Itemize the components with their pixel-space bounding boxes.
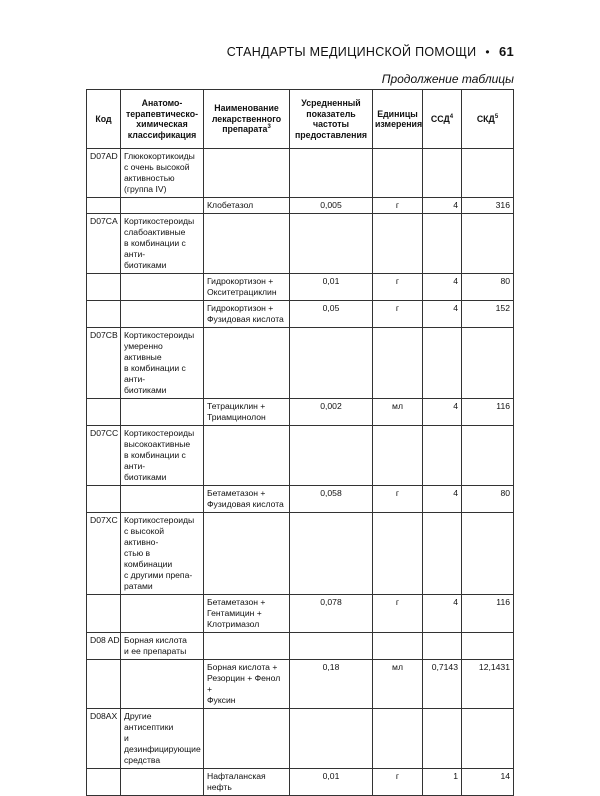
frequency-cell: 0,01 (290, 274, 373, 301)
skd-cell (462, 709, 514, 769)
table-row (87, 660, 514, 709)
unit-cell (373, 709, 423, 769)
table-row (87, 274, 514, 301)
frequency-cell: 0,005 (290, 198, 373, 214)
skd-cell (462, 149, 514, 198)
unit-cell: г (373, 274, 423, 301)
code-cell (87, 595, 121, 633)
column-header-skd: СКД$^5$ (462, 90, 514, 149)
ssd-cell: 4 (423, 274, 462, 301)
frequency-cell: 0,058 (290, 486, 373, 513)
table-row (87, 301, 514, 328)
table-row (87, 214, 514, 274)
code-cell (87, 660, 121, 709)
ssd-cell (423, 149, 462, 198)
code-cell: D07XC (87, 513, 121, 595)
ssd-cell (423, 709, 462, 769)
running-head (227, 44, 514, 59)
table-row (87, 633, 514, 660)
ssd-cell: 1 (423, 769, 462, 796)
atc-classification-cell (121, 595, 204, 633)
bullet-separator: • (485, 44, 490, 59)
atc-classification-cell (121, 769, 204, 796)
code-cell (87, 486, 121, 513)
unit-cell (373, 513, 423, 595)
frequency-cell: 0,002 (290, 399, 373, 426)
skd-cell (462, 328, 514, 399)
atc-classification-cell: Кортикостероиды умеренно активные в комбинации с анти- биотиками (121, 328, 204, 399)
table-row (87, 426, 514, 486)
atc-classification-cell: Глюкокортикоиды с очень высокой активностью (группа IV) (121, 149, 204, 198)
frequency-cell: 0,01 (290, 769, 373, 796)
atc-classification-cell (121, 274, 204, 301)
unit-cell: г (373, 301, 423, 328)
code-cell (87, 399, 121, 426)
skd-cell: 316 (462, 198, 514, 214)
ssd-cell: 4 (423, 399, 462, 426)
unit-cell (373, 328, 423, 399)
column-header-atc-classification: Анатомо- терапевтическо- химическая классификация (121, 90, 204, 149)
page-number: 61 (498, 44, 514, 59)
unit-cell: г (373, 769, 423, 796)
frequency-cell (290, 214, 373, 274)
atc-classification-cell: Другие антисептики и дезинфицирующие средства (121, 709, 204, 769)
code-cell (87, 301, 121, 328)
drug-name-cell: Гидрокортизон + Фузидовая кислота (204, 301, 290, 328)
table-row (87, 769, 514, 796)
frequency-cell (290, 513, 373, 595)
skd-cell: 14 (462, 769, 514, 796)
column-header-drug-name: Наименование лекарственного препарата$^3$ (204, 90, 290, 149)
unit-cell (373, 214, 423, 274)
ssd-cell (423, 513, 462, 595)
code-cell: D07AD (87, 149, 121, 198)
drug-name-cell (204, 513, 290, 595)
drug-name-cell: Нафталанская нефть (204, 769, 290, 796)
column-header-frequency: Усредненный показатель частоты предоставления (290, 90, 373, 149)
column-header-units: Единицы измерения (373, 90, 423, 149)
atc-classification-cell (121, 301, 204, 328)
drug-name-cell: Тетрациклин + Триамцинолон (204, 399, 290, 426)
table-row (87, 149, 514, 198)
skd-cell: 116 (462, 595, 514, 633)
skd-cell: 80 (462, 274, 514, 301)
skd-cell (462, 426, 514, 486)
atc-classification-cell: Кортикостероиды слабоактивные в комбинации с анти- биотиками (121, 214, 204, 274)
table-row (87, 513, 514, 595)
frequency-cell (290, 709, 373, 769)
unit-cell (373, 633, 423, 660)
atc-classification-cell: Кортикостероиды с высокой активно- стью в комбинации с другими препа- ратами (121, 513, 204, 595)
table-row (87, 328, 514, 399)
code-cell: D08 AD (87, 633, 121, 660)
skd-cell: 80 (462, 486, 514, 513)
ssd-cell (423, 633, 462, 660)
skd-cell: 116 (462, 399, 514, 426)
code-cell: D07CA (87, 214, 121, 274)
frequency-cell (290, 633, 373, 660)
drug-name-cell: Клобетазол (204, 198, 290, 214)
frequency-cell (290, 149, 373, 198)
ssd-cell (423, 328, 462, 399)
drug-standards-table (86, 89, 514, 796)
skd-cell (462, 214, 514, 274)
unit-cell: г (373, 595, 423, 633)
ssd-cell: 0,7143 (423, 660, 462, 709)
skd-cell (462, 513, 514, 595)
drug-name-cell (204, 149, 290, 198)
table-row (87, 709, 514, 769)
column-header-code: Код (87, 90, 121, 149)
table-row (87, 198, 514, 214)
table-body (87, 149, 514, 796)
unit-cell: г (373, 486, 423, 513)
atc-classification-cell (121, 399, 204, 426)
code-cell (87, 274, 121, 301)
table-row (87, 595, 514, 633)
drug-name-cell (204, 709, 290, 769)
unit-cell: мл (373, 660, 423, 709)
ssd-cell: 4 (423, 595, 462, 633)
atc-classification-cell (121, 198, 204, 214)
frequency-cell (290, 328, 373, 399)
running-title: СТАНДАРТЫ МЕДИЦИНСКОЙ ПОМОЩИ (226, 44, 477, 59)
drug-name-cell: Бетаметазон + Фузидовая кислота (204, 486, 290, 513)
frequency-cell: 0,05 (290, 301, 373, 328)
unit-cell (373, 426, 423, 486)
unit-cell (373, 149, 423, 198)
frequency-cell: 0,078 (290, 595, 373, 633)
drug-name-cell (204, 633, 290, 660)
unit-cell: мл (373, 399, 423, 426)
skd-cell (462, 633, 514, 660)
code-cell: D07CB (87, 328, 121, 399)
frequency-cell (290, 426, 373, 486)
atc-classification-cell: Борная кислота и ее препараты (121, 633, 204, 660)
table-continuation-label: Продолжение таблицы (381, 72, 514, 86)
table-row (87, 399, 514, 426)
skd-cell: 152 (462, 301, 514, 328)
atc-classification-cell (121, 660, 204, 709)
ssd-cell: 4 (423, 198, 462, 214)
drug-name-cell: Борная кислота + Резорцин + Фенол + Фуксин (204, 660, 290, 709)
ssd-cell: 4 (423, 486, 462, 513)
drug-name-cell: Бетаметазон + Гентамицин + Клотримазол (204, 595, 290, 633)
table-header-row (87, 90, 514, 149)
ssd-cell (423, 214, 462, 274)
drug-name-cell (204, 426, 290, 486)
code-cell: D08AX (87, 709, 121, 769)
atc-classification-cell: Кортикостероиды высокоактивные в комбинации с анти- биотиками (121, 426, 204, 486)
code-cell (87, 769, 121, 796)
drug-name-cell: Гидрокортизон + Окситетрациклин (204, 274, 290, 301)
code-cell: D07CC (87, 426, 121, 486)
skd-cell: 12,1431 (462, 660, 514, 709)
frequency-cell: 0,18 (290, 660, 373, 709)
unit-cell: г (373, 198, 423, 214)
drug-name-cell (204, 214, 290, 274)
code-cell (87, 198, 121, 214)
drug-name-cell (204, 328, 290, 399)
table-row (87, 486, 514, 513)
atc-classification-cell (121, 486, 204, 513)
column-header-ssd: ССД$^4$ (423, 90, 462, 149)
ssd-cell: 4 (423, 301, 462, 328)
ssd-cell (423, 426, 462, 486)
